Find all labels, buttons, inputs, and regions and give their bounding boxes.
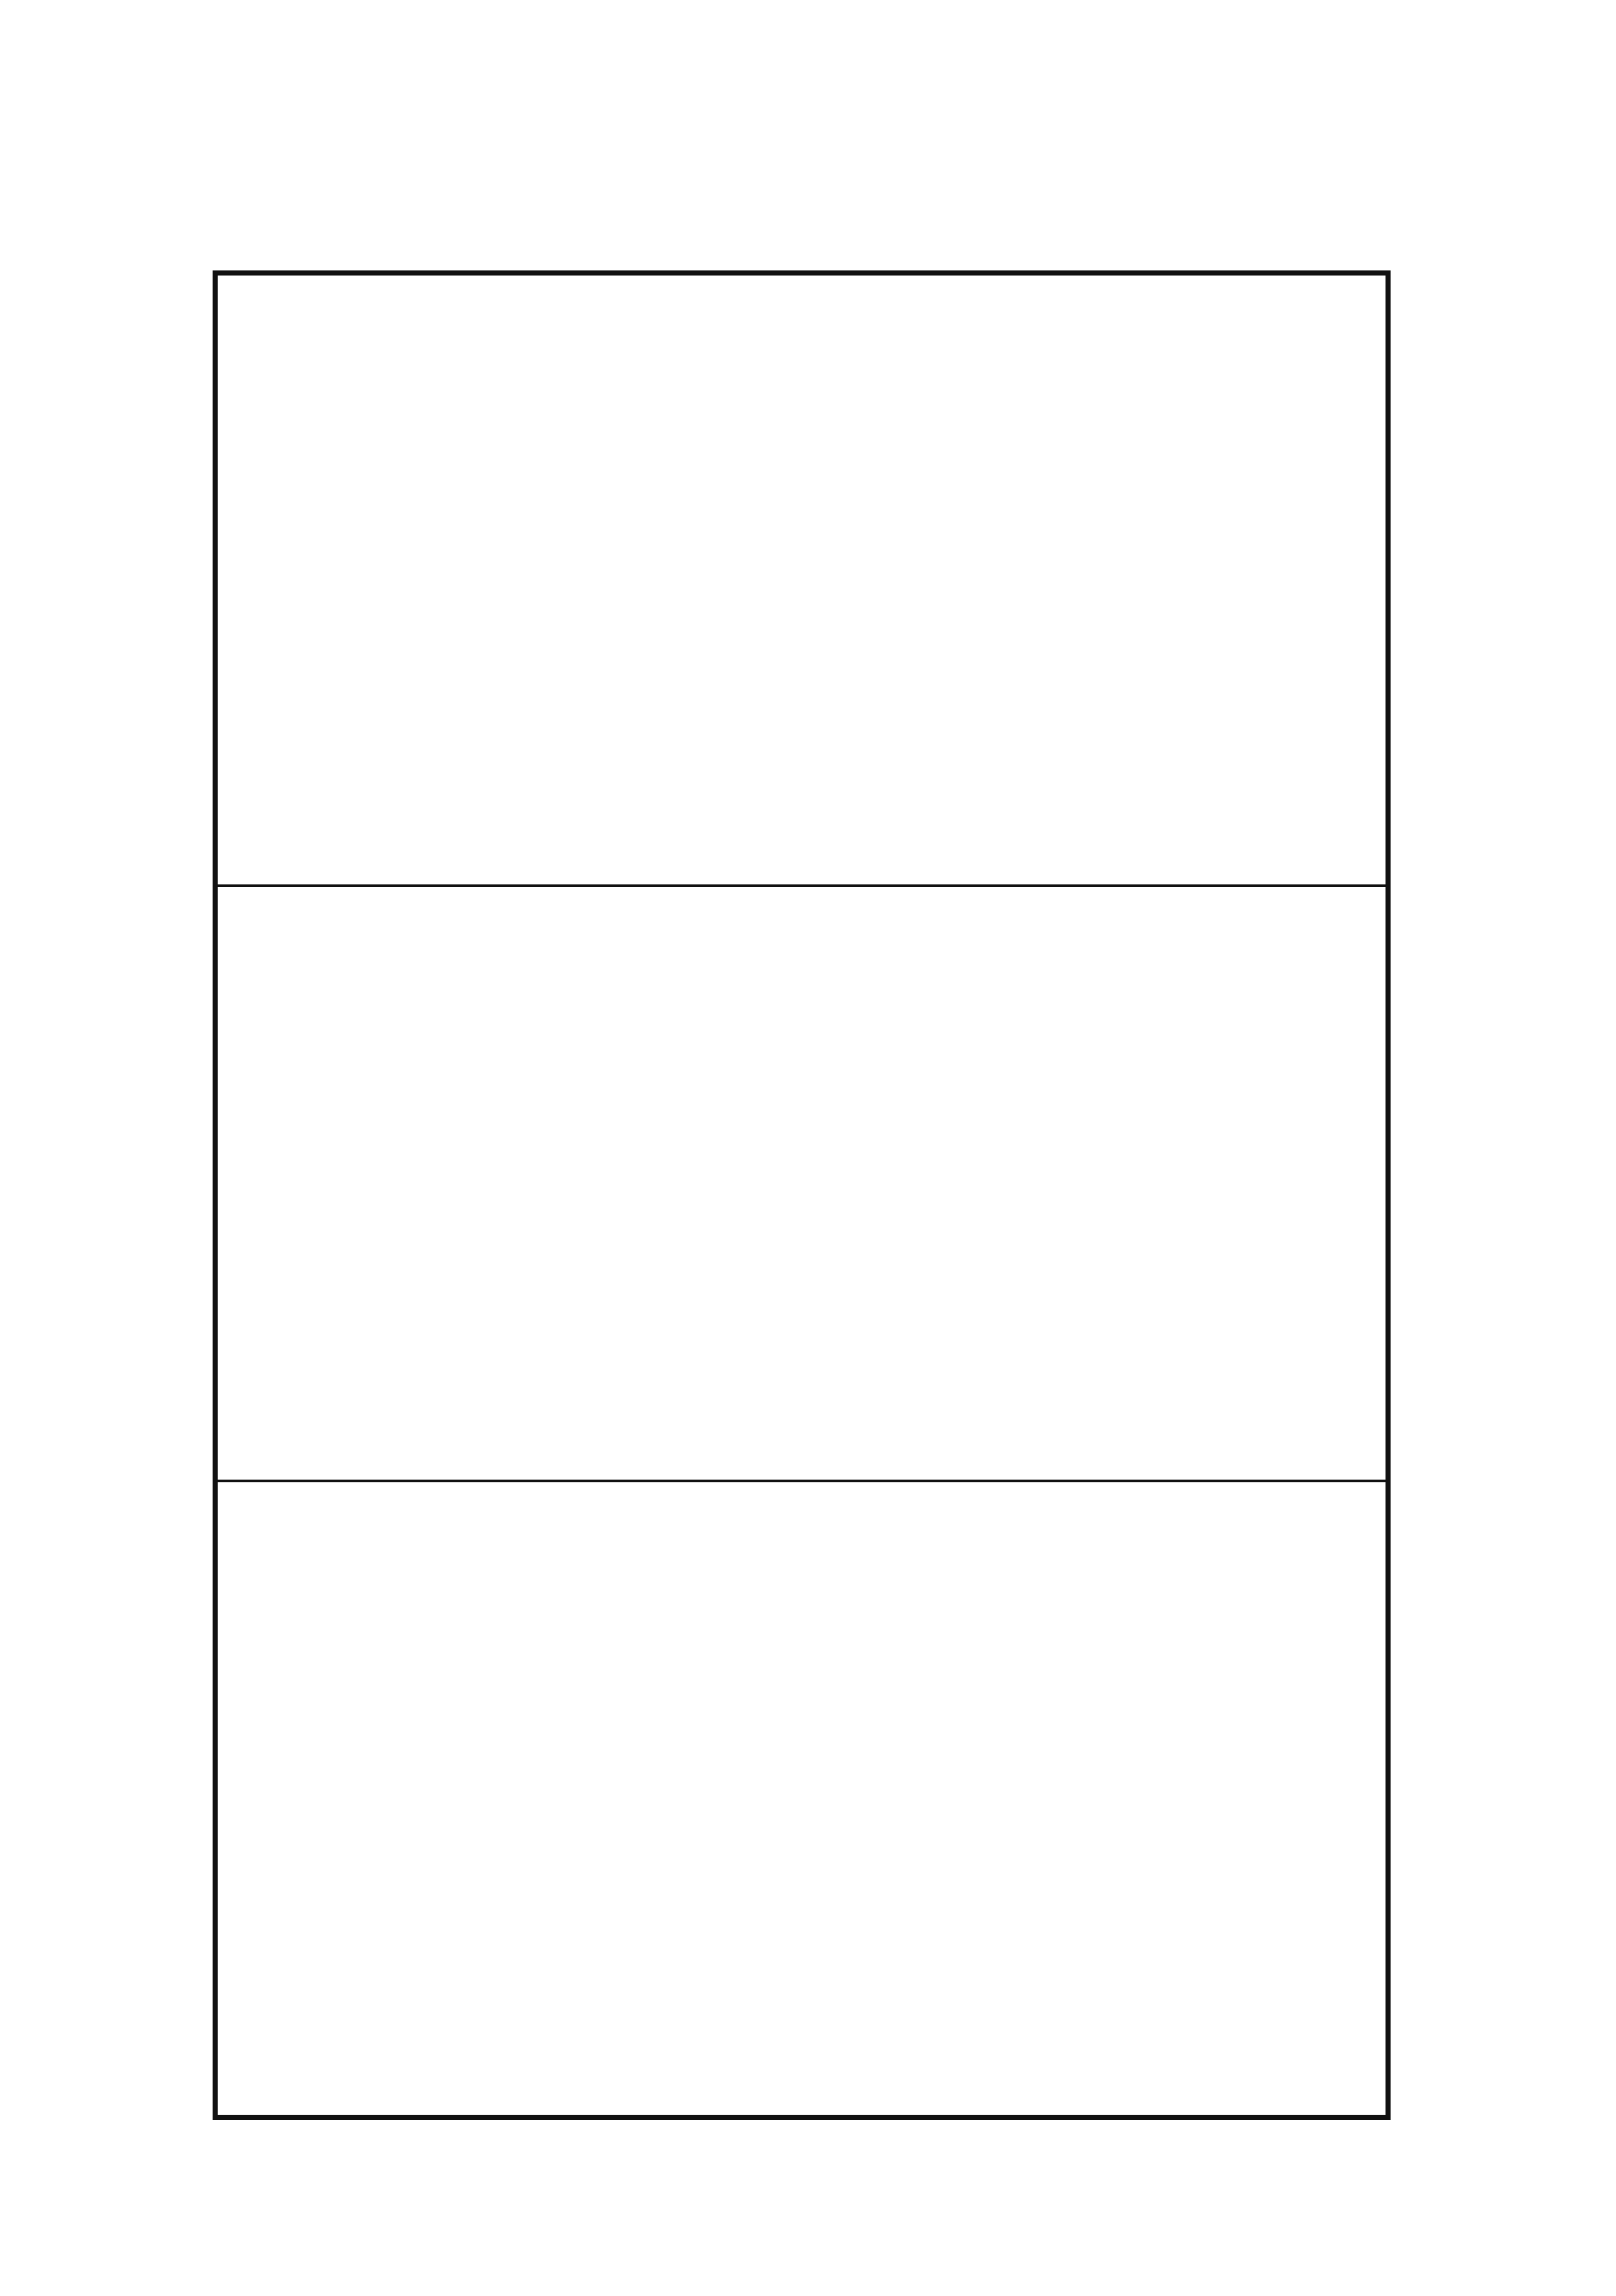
band-divider-bottom xyxy=(218,1480,1386,1482)
bottom-text-band xyxy=(230,1490,1374,2111)
top-text-band xyxy=(230,281,1374,876)
band-divider-top xyxy=(218,884,1386,887)
middle-text-band xyxy=(230,895,1374,1473)
